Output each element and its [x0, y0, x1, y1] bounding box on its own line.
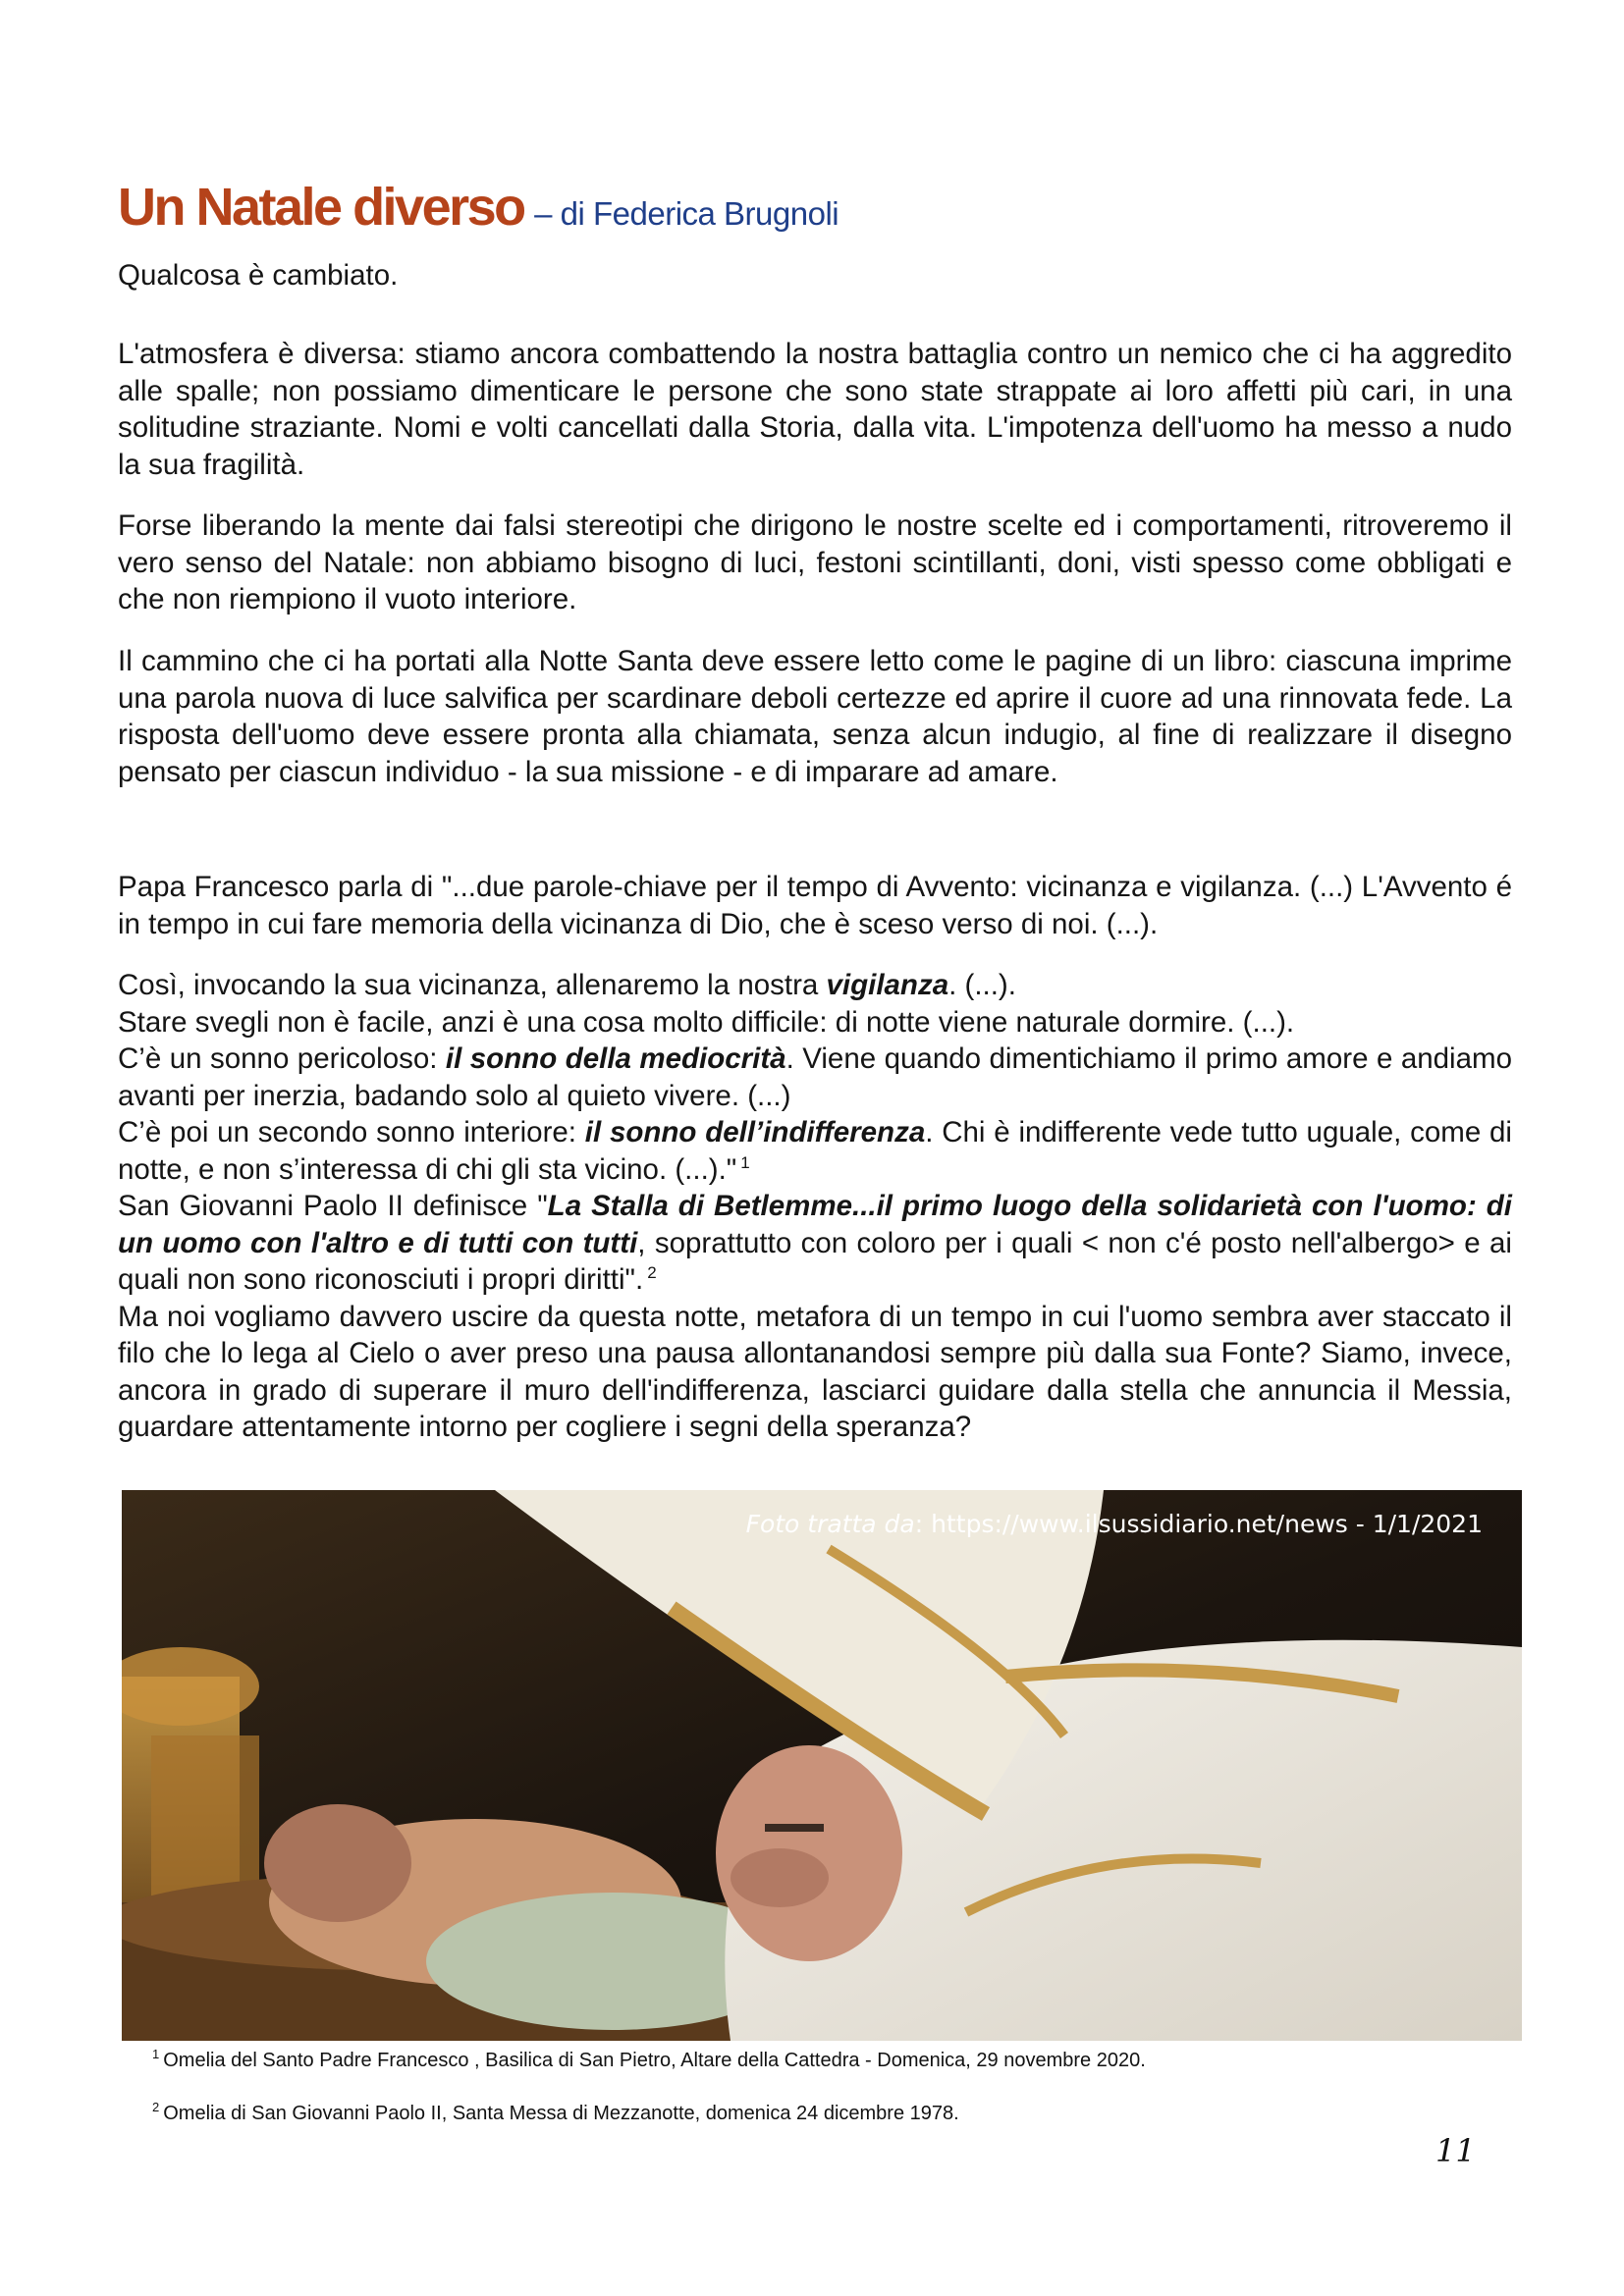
paragraph-4: Il cammino che ci ha portati alla Notte Santa deve essere letto come le pagine di un libro: ciascuna imprime una parola nuova di luce salvifica per scardinare deboli certezze ed aprire il cuore ad una rinnovata fede. La risposta dell'uomo deve essere pronta alla chiamata, senza alcun indugio, al fine di realizzare il disegno pensato per ciascun individuo - la sua missione - e di imparare ad amare.: [118, 645, 1512, 788]
emphasis-indifferenza: il sonno dell’indifferenza: [584, 1116, 926, 1148]
photo-credit: Foto tratta da: https://www.ilsussidiario.net/news - 1/1/2021: [745, 1510, 1483, 1538]
page-number: 11: [1435, 2132, 1476, 2169]
line-sonno-indifferenza: C’è poi un secondo sonno interiore: il sonno dell’indifferenza. Chi è indifferente vede tutto uguale, come di notte, e non s’interessa di chi gli sta vicino. (...)." $^1$: [118, 1116, 1512, 1186]
line-vigilanza: Così, invocando la sua vicinanza, allenaremo la nostra vigilanza. (...).: [118, 969, 1016, 1001]
pope-photo: [122, 1490, 1522, 2041]
paragraph-1: Qualcosa è cambiato.: [118, 259, 399, 292]
footnote-2: $^2$ Omelia di San Giovanni Paolo II, Santa Messa di Mezzanotte, domenica 24 dicembre 1978.: [152, 2100, 959, 2124]
paragraph-5: Papa Francesco parla di "...due parole-chiave per il tempo di Avvento: vicinanza e vigilanza. (...) L'Avvento é in tempo in cui fare memoria della vicinanza di Dio, che è sceso verso di noi. (...).: [118, 871, 1512, 940]
line-sonno-mediocrita: C’è un sonno pericoloso: il sonno della mediocrità. Viene quando dimentichiamo il primo amore e andiamo avanti per inerzia, badando solo al quieto vivere. (...): [118, 1042, 1512, 1112]
photo-illustration: [122, 1490, 1522, 2041]
footnote-ref-1: 1: [740, 1152, 750, 1172]
line-stare-svegli: Stare svegli non è facile, anzi è una cosa molto difficile: di notte viene naturale dormire. (...).: [118, 1005, 1295, 1039]
paragraph-2: L'atmosfera è diversa: stiamo ancora combattendo la nostra battaglia contro un nemico che ci ha aggredito alle spalle; non possiamo dimenticare le persone che sono state strappate ai loro affetti più cari, in una solitudine straziante. Nomi e volti cancellati dalla Storia, dalla vita. L'impotenza dell'uomo ha messo a nudo la sua fragilità.: [118, 338, 1512, 481]
emphasis-mediocrita: il sonno della mediocrità: [445, 1042, 786, 1075]
footnote-1: $^1$ Omelia del Santo Padre Francesco , Basilica di San Pietro, Altare della Cattedra - Domenica, 29 novembre 2020.: [152, 2047, 1146, 2071]
emphasis-stalla-betlemme: La Stalla di Betlemme...il primo luogo della solidarietà con l'uomo: di un uomo con l'altro e di tutti con tutti: [118, 1190, 1512, 1259]
emphasis-vigilanza: vigilanza: [826, 969, 949, 1001]
paragraph-3: Forse liberando la mente dai falsi stereotipi che dirigono le nostre scelte ed i comportamenti, ritroveremo il vero senso del Natale: non abbiamo bisogno di luci, festoni scintillanti, doni, visti spesso come obbligati e che non riempiono il vuoto interiore.: [118, 509, 1512, 615]
article-byline: – di Federica Brugnoli: [534, 195, 839, 232]
paragraph-6: [118, 967, 1512, 1446]
article-header: [118, 177, 1512, 238]
line-giovanni-paolo: San Giovanni Paolo II definisce "La Stalla di Betlemme...il primo luogo della solidarietà con l'uomo: di un uomo con l'altro e di tutti con tutti, soprattutto con coloro per i quali < non c'é posto nell'albergo> e ai quali non sono riconosciuti i propri diritti". $^2$: [118, 1190, 1512, 1296]
footnote-ref-2: 2: [647, 1263, 657, 1283]
line-conclusione: Ma noi vogliamo davvero uscire da questa notte, metafora di un tempo in cui l'uomo sembra aver staccato il filo che lo lega al Cielo o aver preso una pausa allontanandosi sempre più dalla sua Fonte? Siamo, invece, ancora in grado di superare il muro dell'indifferenza, lasciarci guidare dalla stella che annuncia il Messia, guardare attentamente intorno per cogliere i segni della speranza?: [118, 1300, 1512, 1443]
article-title: Un Natale diverso: [118, 178, 524, 237]
